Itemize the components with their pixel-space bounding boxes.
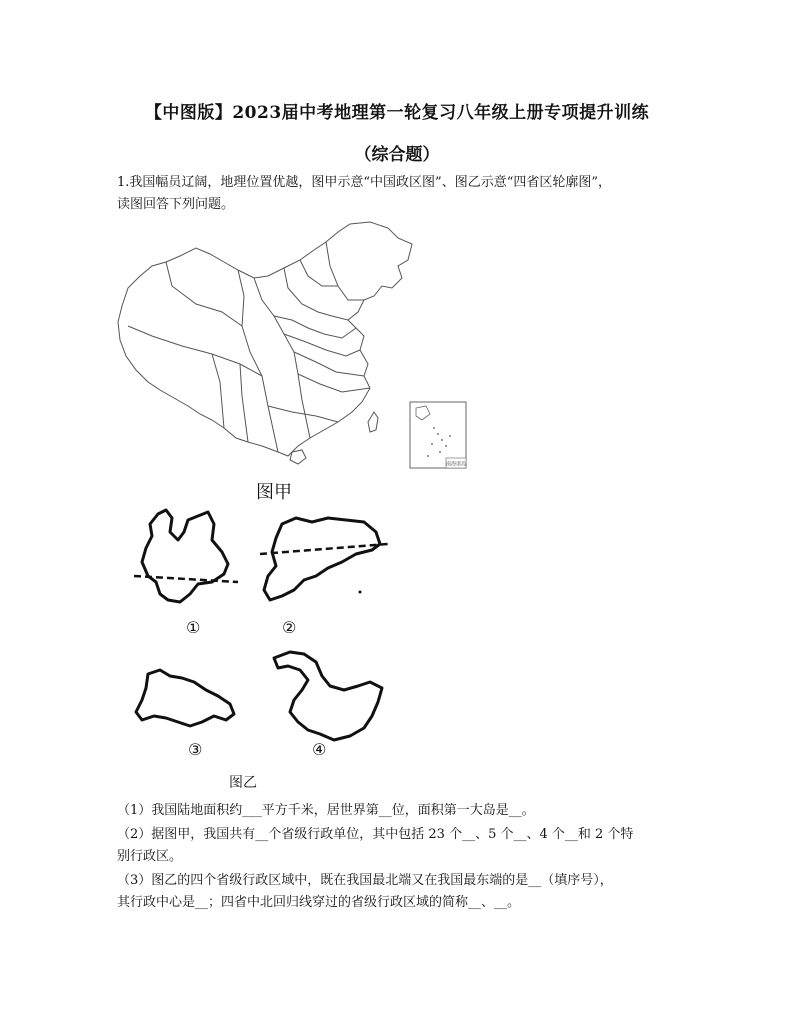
page-title: 【中图版】2023届中考地理第一轮复习八年级上册专项提升训练 (144, 103, 650, 123)
province-outline-3 (130, 660, 240, 736)
outline-label-4: ④ (312, 740, 327, 759)
question-intro (117, 172, 697, 216)
province-line-1 (166, 262, 242, 326)
sub-question-1: （1）我国陆地面积约___平方千米，居世界第__位，面积第一大岛是__。 (117, 803, 535, 818)
province-line-2 (128, 326, 262, 376)
sub-question-3 (117, 870, 697, 914)
outline-label-1: ① (186, 618, 201, 637)
sub-question-3-line-1: （3）图乙的四个省级行政区域中，既在我国最北端又在我国最东端的是__（填序号）， (117, 873, 613, 888)
page-subtitle: （综合题） (354, 145, 440, 165)
china-political-map (112, 216, 472, 476)
province-line-8 (294, 352, 364, 376)
outline-label-3: ③ (188, 740, 203, 759)
taiwan-island (368, 412, 378, 432)
province-line-11 (212, 354, 224, 428)
map-b-caption: 图乙 (229, 775, 257, 791)
intro-line-2: 读图回答下列问题。 (117, 197, 235, 212)
province-line-12 (240, 364, 248, 442)
sub-question-3-line-2: 其行政中心是__；四省中北回归线穿过的省级行政区域的简称__、__。 (117, 895, 521, 910)
sub-question-2 (117, 824, 697, 868)
sub-question-2-line-2: 别行政区。 (117, 849, 183, 864)
province-line-9 (298, 374, 370, 392)
province-outline-1 (128, 502, 248, 612)
intro-line-1: 1.我国幅员辽阔，地理位置优越，图甲示意“中国政区图”、图乙示意“四省区轮廓图”， (117, 175, 611, 190)
province-line-13 (326, 242, 364, 300)
province-line-5 (284, 268, 348, 320)
hainan-island (290, 450, 306, 464)
inset-label: 南海诸岛 (445, 461, 467, 468)
map-a-caption: 图甲 (256, 482, 292, 503)
outline-label-2: ② (282, 618, 297, 637)
sub-question-2-line-1: （2）据图甲，我国共有__个省级行政单位，其中包括 23 个__、5 个__、4 个__和 2 个特 (117, 827, 634, 842)
province-outline-4 (264, 646, 388, 746)
province-line-3 (238, 270, 278, 452)
province-line-10 (268, 406, 338, 422)
province-outline-2 (256, 510, 392, 610)
south-china-sea-inset (410, 402, 466, 468)
